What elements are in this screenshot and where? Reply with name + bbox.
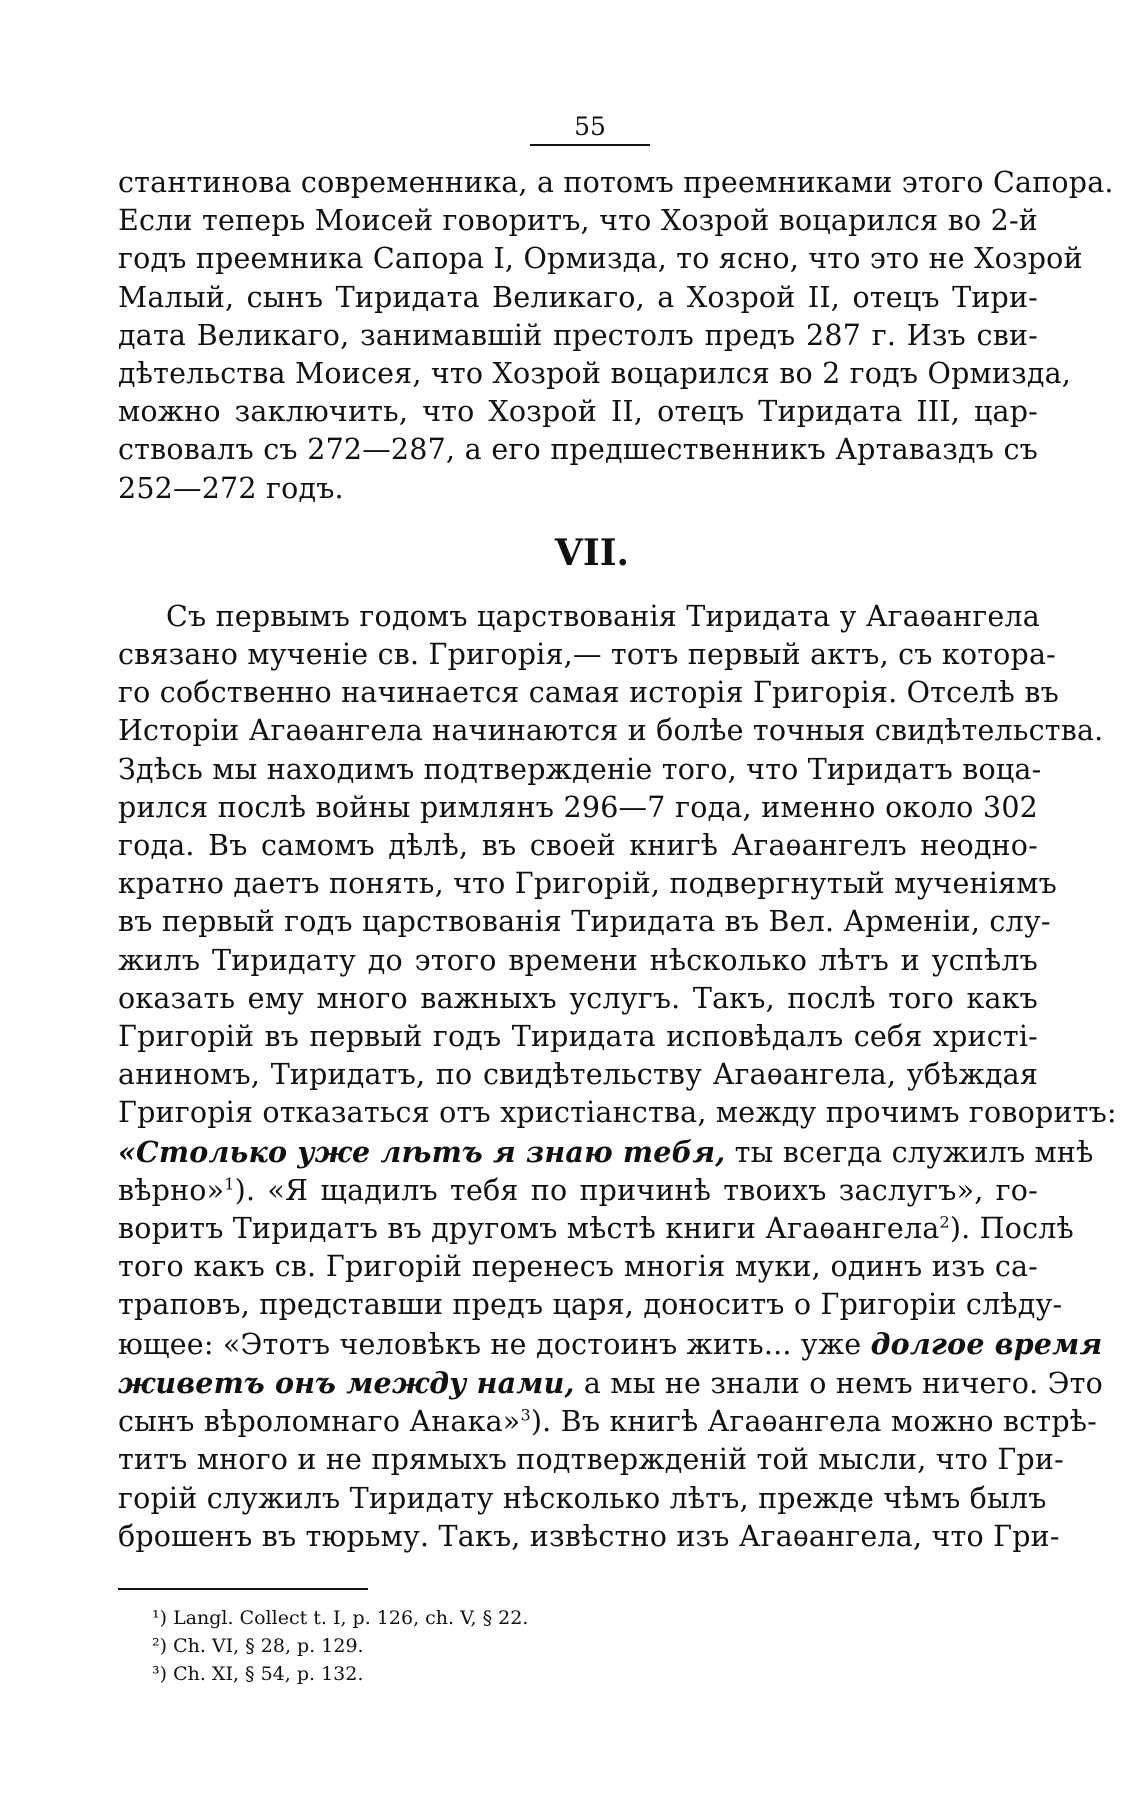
text-line: Если теперь Моисей говоритъ, что Хозрой воцарился во 2-й [118, 204, 1038, 238]
text-line: Григорія отказаться отъ христіанства, между прочимъ говоритъ: [118, 1096, 1117, 1130]
text-line: кратно даетъ понять, что Григорій, подвергнутый мученіямъ [118, 867, 1057, 901]
text-segment: воритъ Тиридатъ въ другомъ мѣстѣ книги Агаѳангела [118, 1212, 940, 1246]
italic-quote: живетъ онъ между нами, [118, 1365, 575, 1400]
footnote-3: ³) Ch. XI, § 54, p. 132. [152, 1662, 364, 1685]
paragraph-section-vii [118, 598, 1117, 1556]
text-line: связано мученіе св. Григорія,— тотъ первый актъ, съ котора- [118, 638, 1057, 672]
text-segment: ). Въ книгѣ Агаѳангела можно встрѣ- [530, 1405, 1097, 1439]
text-line: Исторіи Агаѳангела начинаются и болѣе точныя свидѣтельства. [118, 714, 1104, 748]
footnote-marker-3: 3 [520, 1405, 531, 1425]
page-number: 55 [574, 112, 606, 141]
text-line: Григорій въ первый годъ Тиридата исповѣдалъ себя христі- [118, 1020, 1038, 1054]
text-line-quote [118, 1133, 1094, 1172]
text-segment: а мы не знали о немъ ничего. Это [574, 1366, 1103, 1400]
italic-quote: «Столько уже лѣтъ я знаю тебя, [118, 1134, 726, 1169]
paragraph-continued [118, 164, 1114, 508]
text-line-quote [118, 1364, 1103, 1403]
text-line: дата Великаго, занимавшій престолъ предъ 287 г. Изъ сви- [118, 318, 1038, 352]
text-line: горій служилъ Тиридату нѣсколько лѣтъ, прежде чѣмъ былъ [118, 1481, 1047, 1515]
section-heading: VII. [554, 531, 630, 574]
footnotes [118, 1604, 1038, 1688]
text-line: го собственно начинается самая исторія Григорія. Отселѣ въ [118, 676, 1059, 710]
text-line-footnote-ref [118, 1172, 1038, 1210]
text-line: стантинова современника, а потомъ преемниками этого Сапора. [118, 166, 1114, 199]
italic-quote: долгое время [870, 1326, 1103, 1361]
text-segment: сынъ вѣроломнаго Анака» [118, 1405, 521, 1439]
text-line: Здѣсь мы находимъ подтвержденіе того, что Тиридатъ воца- [118, 752, 1042, 786]
text-line: того какъ св. Григорій перенесъ многія муки, одинъ изъ са- [118, 1250, 1038, 1284]
text-line: ствовалъ съ 272—287, а его предшественникъ Артаваздъ съ [118, 433, 1038, 467]
text-line: можно заключить, что Хозрой II, отецъ Тиридата III, цар- [118, 395, 1038, 429]
text-segment: вѣрно» [118, 1173, 225, 1207]
text-line: 252—272 годъ. [118, 471, 344, 505]
page-number-rule [530, 144, 650, 146]
text-segment: ). «Я щадилъ тебя по причинѣ твоихъ заслугъ», го- [234, 1173, 1038, 1207]
text-segment: ). Послѣ [949, 1212, 1074, 1246]
text-line: въ первый годъ царствованія Тиридата въ Вел. Арменіи, слу- [118, 905, 1051, 939]
text-line: Малый, сынъ Тиридата Великаго, а Хозрой II, отецъ Тири- [118, 280, 1038, 314]
text-line: года. Въ самомъ дѣлѣ, въ своей книгѣ Агаѳангелъ неодно- [118, 829, 1038, 863]
text-line: Съ первымъ годомъ царствованія Тиридата у Агаѳангела [166, 599, 1040, 633]
text-line-footnote-ref [118, 1210, 1074, 1248]
footnote-1: ¹) Langl. Collect t. I, p. 126, ch. V, § 22. [152, 1606, 529, 1629]
text-line: жилъ Тиридату до этого времени нѣсколько лѣтъ и успѣлъ [118, 943, 1038, 977]
text-line: дѣтельства Моисея, что Хозрой воцарился во 2 годъ Ормизда, [118, 357, 1072, 391]
text-line: титъ много и не прямыхъ подтвержденій той мысли, что Гри- [118, 1443, 1064, 1477]
text-line: брошенъ въ тюрьму. Такъ, извѣстно изъ Агаѳангела, что Гри- [118, 1519, 1060, 1553]
text-line: годъ преемника Сапора I, Ормизда, то ясно, что это не Хозрой [118, 242, 1083, 276]
text-line: аниномъ, Тиридатъ, по свидѣтельству Агаѳангела, убѣждая [118, 1058, 1038, 1092]
book-page [118, 112, 1117, 1688]
footnote-marker-1: 1 [224, 1174, 235, 1194]
text-line: траповъ, представши предъ царя, доноситъ о Григоріи слѣду- [118, 1288, 1063, 1322]
footnote-2: ²) Ch. VI, § 28, p. 129. [152, 1634, 364, 1657]
text-line-quote [118, 1325, 1103, 1364]
text-line: рился послѣ войны римлянъ 296—7 года, именно около 302 [118, 790, 1038, 824]
footnote-marker-2: 2 [939, 1212, 950, 1232]
text-segment: ты всегда служилъ мнѣ [725, 1135, 1094, 1169]
text-line-footnote-ref [118, 1403, 1097, 1441]
text-line: оказать ему много важныхъ услугъ. Такъ, послѣ того какъ [118, 981, 1038, 1015]
footnote-rule [118, 1588, 368, 1590]
text-segment: ющее: «Этотъ человѣкъ не достоинъ жить... уже [118, 1327, 871, 1361]
